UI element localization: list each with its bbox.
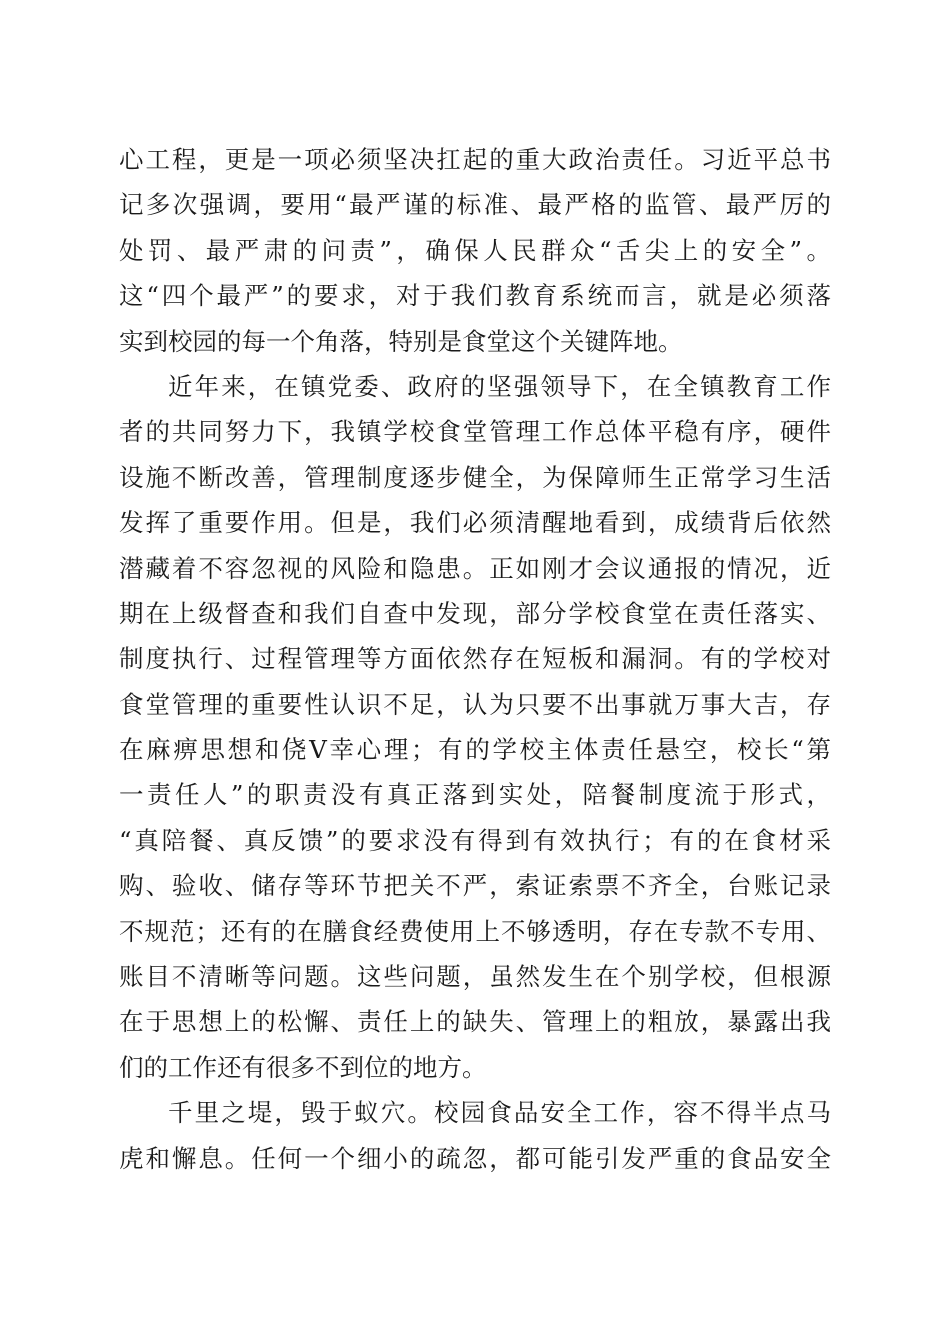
text-line: 期在上级督查和我们自查中发现，部分学校食堂在责任落实、 [119, 598, 831, 628]
text-line: 心工程，更是一项必须坚决扛起的重大政治责任。习近平总书 [119, 145, 831, 174]
paragraph [119, 364, 831, 1090]
text-line: 实到校园的每一个角落，特别是食堂这个关键阵地。 [119, 326, 683, 356]
paragraph [119, 1090, 831, 1181]
text-line: 千里之堤，毁于蚁穴。校园食品安全工作，容不得半点马 [168, 1098, 831, 1128]
text-line: 这“四个最严”的要求，对于我们教育系统而言，就是必须落 [119, 281, 831, 311]
text-line: 者的共同努力下，我镇学校食堂管理工作总体平稳有序，硬件 [119, 417, 831, 447]
text-line: 近年来，在镇党委、政府的坚强领导下，在全镇教育工作 [168, 371, 831, 401]
text-line: 发挥了重要作用。但是，我们必须清醒地看到，成绩背后依然 [119, 508, 831, 538]
text-line: 潜藏着不容忽视的风险和隐患。正如刚才会议通报的情况，近 [119, 553, 831, 583]
text-line: 虎和懈息。任何一个细小的疏忽，都可能引发严重的食品安全 [119, 1143, 831, 1173]
text-line: 一责任人”的职责没有真正落到实处，陪餐制度流于形式， [119, 780, 831, 810]
text-line: 设施不断改善，管理制度逐步健全，为保障师生正常学习生活 [119, 462, 831, 492]
text-line: 不规范；还有的在膳食经费使用上不够透明，存在专款不专用、 [119, 916, 831, 946]
text-line: 购、验收、储存等环节把关不严，索证索票不齐全，台账记录 [119, 871, 831, 901]
text-line: 们的工作还有很多不到位的地方。 [119, 1052, 487, 1082]
paragraph [119, 137, 831, 364]
text-line: 处罚、最严肃的问责”，确保人民群众“舌尖上的安全”。 [119, 235, 831, 265]
text-line: 制度执行、过程管理等方面依然存在短板和漏洞。有的学校对 [119, 644, 831, 674]
text-line: 食堂管理的重要性认识不足，认为只要不出事就万事大吉，存 [119, 689, 831, 719]
text-line: 在麻痹思想和侥Ⅴ幸心理；有的学校主体责任悬空，校长“第 [119, 735, 831, 765]
text-line: 账目不清晰等问题。这些问题，虽然发生在个别学校，但根源 [119, 962, 831, 992]
body-text [119, 137, 831, 1181]
text-line: 记多次强调，要用“最严谨的标准、最严格的监管、最严厉的 [119, 190, 831, 220]
text-line: 在于思想上的松懈、责任上的缺失、管理上的粗放，暴露出我 [119, 1007, 831, 1037]
text-line: “真陪餐、真反馈”的要求没有得到有效执行；有的在食材采 [119, 825, 831, 855]
